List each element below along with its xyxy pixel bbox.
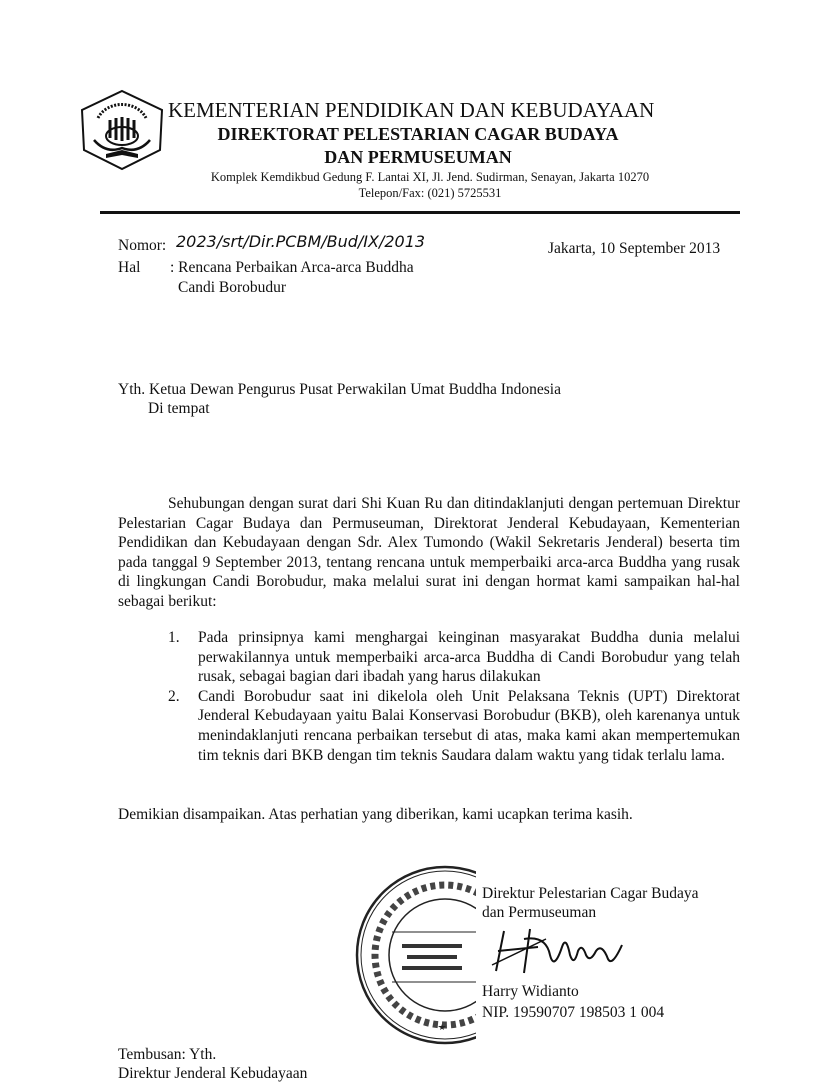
list-item bbox=[168, 687, 740, 765]
ministry-name: KEMENTERIAN PENDIDIKAN DAN KEBUDAYAAN bbox=[168, 98, 655, 122]
list-item-text: Pada prinsipnya kami menghargai keinginan masyarakat Buddha dunia melalui perwakilannya untuk memperbaiki arca-arca Buddha di Candi Borobudur yang telah rusak, sebagai bagian dari ibadah yang harus dilakukan bbox=[198, 629, 740, 686]
nomor-value: 2023/srt/Dir.PCBM/Bud/IX/2013 bbox=[176, 232, 426, 251]
letterhead-divider bbox=[100, 211, 740, 214]
place-date: Jakarta, 10 September 2013 bbox=[548, 240, 721, 257]
directorate-name-line2: DAN PERMUSEUMAN bbox=[324, 147, 512, 167]
cc-recipient: Direktur Jenderal Kebudayaan bbox=[118, 1065, 308, 1082]
recipient-line1: Yth. Ketua Dewan Pengurus Pusat Perwakilan Umat Buddha Indonesia bbox=[118, 381, 561, 398]
list-item bbox=[168, 628, 740, 687]
letterhead-telephone: Telepon/Fax: (021) 5725531 bbox=[358, 186, 502, 200]
body-paragraph: Sehubungan dengan surat dari Shi Kuan Ru dan ditindaklanjuti dengan pertemuan Direktur Pelestarian Cagar Budaya dan Permuseuman, Direktorat Jenderal Kebudayaan, Kementerian Pendidikan dan Kebudayaan dengan Sdr. Alex Tumondo (Wakil Sekretaris Jenderal) beserta tim pada tanggal 9 September 2013, tentang rencana untuk memperbaiki arca-arca Buddha yang rusak di lingkungan Candi Borobudur, maka melalui surat ini dengan hormat kami sampaikan hal-hal sebagai berikut: bbox=[118, 495, 740, 610]
nomor-label: Nomor: bbox=[118, 237, 167, 254]
hal-label: Hal bbox=[118, 259, 141, 276]
list-item-number: 1. bbox=[168, 629, 180, 646]
signatory-name: Harry Widianto bbox=[482, 983, 579, 1000]
signatory-nip: NIP. 19590707 198503 1 004 bbox=[482, 1004, 665, 1021]
official-stamp bbox=[352, 862, 476, 1048]
list-item-text: Candi Borobudur saat ini dikelola oleh Unit Pelaksana Teknis (UPT) Direktorat Jenderal Kebudayaan yaitu Balai Konservasi Borobudur (BKB), oleh karenanya untuk menindaklanjuti rencana perbaikan tersebut di atas, maka kami akan mempertemukan tim teknis dari BKB dengan tim teknis Saudara dalam waktu yang tidak terlalu lama. bbox=[198, 687, 740, 764]
handwritten-signature bbox=[490, 925, 640, 977]
directorate-name-line1: DIREKTORAT PELESTARIAN CAGAR BUDAYA bbox=[217, 124, 619, 144]
cc-label: Tembusan: Yth. bbox=[118, 1046, 217, 1063]
hal-value-line2: Candi Borobudur bbox=[178, 279, 287, 296]
closing-sentence: Demikian disampaikan. Atas perhatian yang diberikan, kami ucapkan terima kasih. bbox=[118, 806, 633, 823]
list-item-number: 2. bbox=[168, 687, 180, 705]
signatory-title-line1: Direktur Pelestarian Cagar Budaya bbox=[482, 885, 699, 902]
recipient-line2: Di tempat bbox=[148, 400, 210, 417]
points-list bbox=[168, 628, 740, 765]
ministry-logo bbox=[76, 88, 168, 172]
hal-value-line1: : Rencana Perbaikan Arca-arca Buddha bbox=[170, 259, 414, 276]
letterhead-address: Komplek Kemdikbud Gedung F. Lantai XI, Jl. Jend. Sudirman, Senayan, Jakarta 10270 bbox=[210, 170, 650, 184]
signatory-title-line2: dan Permuseuman bbox=[482, 904, 597, 921]
